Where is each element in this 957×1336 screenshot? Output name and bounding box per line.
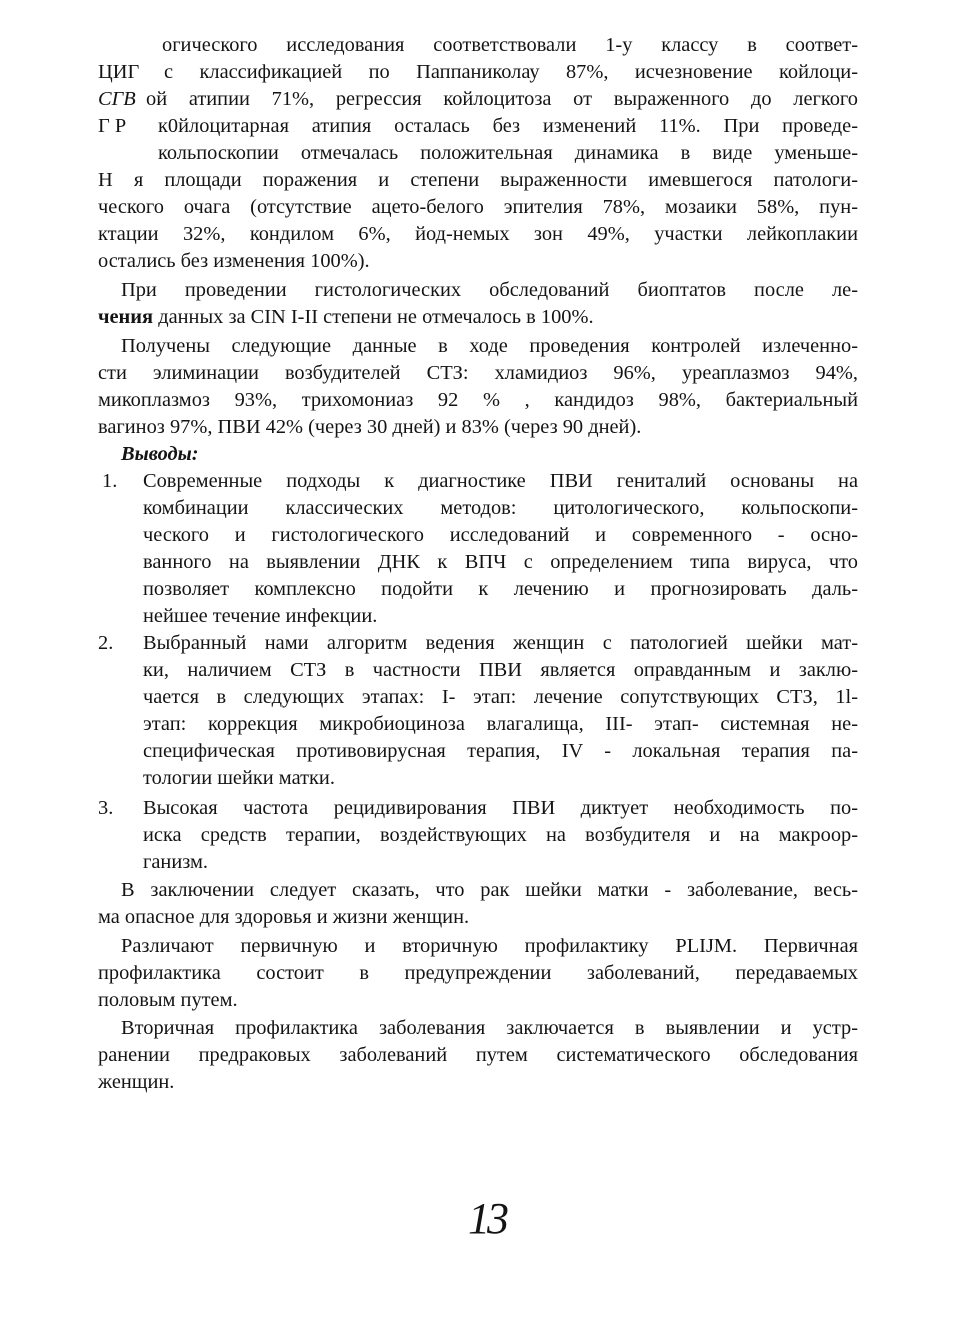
text-line: огического исследования соответствовали 1-у классу в соответ- — [162, 34, 858, 56]
margin-mark: Г Р — [98, 115, 127, 137]
text-line: половым путем. — [98, 989, 238, 1011]
text-line: тологии шейки матки. — [143, 767, 335, 789]
text-line: комбинации классических методов: цитологического, кольпоскопи- — [143, 497, 858, 519]
text-line: с классификацией по Паппаниколау 87%, исчезновение койлоци- — [164, 61, 858, 83]
text-line: ческого очага (отсутствие ацето-белого эпителия 78%, мозаики 58%, пун- — [98, 196, 858, 218]
text-line: Н я площади поражения и степени выраженности имевшегося патологи- — [98, 169, 858, 191]
text-line: чения данных за CIN I-II степени не отмечалось в 100%. — [98, 306, 594, 328]
text-line: остались без изменения 100%). — [98, 250, 370, 272]
text-line: Выбранный нами алгоритм ведения женщин с патологией шейки мат- — [143, 632, 858, 654]
text-line: Вторичная профилактика заболевания заключается в выявлении и устр- — [121, 1017, 858, 1039]
text-line: к0йлоцитарная атипия осталась без изменений 11%. При проведе- — [158, 115, 858, 137]
section-heading: Выводы: — [121, 443, 199, 465]
text-line: ма опасное для здоровья и жизни женщин. — [98, 906, 470, 928]
text-line: нейшее течение инфекции. — [143, 605, 378, 627]
page-number: 13 — [468, 1194, 506, 1243]
text-line: В заключении следует сказать, что рак шейки матки - заболевание, весь- — [121, 879, 858, 901]
text-line: сти элиминации возбудителей СТЗ: хламидиоз 96%, уреаплазмоз 94%, — [98, 362, 858, 384]
margin-mark: ЦИГ — [98, 61, 140, 83]
text-line: профилактика состоит в предупреждении заболеваний, передаваемых — [98, 962, 858, 984]
text-line: чается в следующих этапах: I- этап: лечение сопутствующих СТЗ, 1l- — [143, 686, 858, 708]
list-number: 3. — [98, 797, 114, 819]
text-line: микоплазмоз 93%, трихомониаз 92 % , кандидоз 98%, бактериальный — [98, 389, 858, 411]
text-line: специфическая противовирусная терапия, IV - локальная терапия па- — [143, 740, 858, 762]
text-line: ктации 32%, кондилом 6%, йод-немых зон 49%, участки лейкоплакии — [98, 223, 858, 245]
text-line: Различают первичную и вторичную профилактику PLIJM. Первичная — [121, 935, 858, 957]
margin-mark: СГВ — [98, 88, 136, 110]
text-line: ческого и гистологического исследований и современного - осно- — [143, 524, 858, 546]
text-line: позволяет комплексно подойти к лечению и прогнозировать даль- — [143, 578, 858, 600]
text-line: ки, наличием СТЗ в частности ПВИ является оправданным и заклю- — [143, 659, 858, 681]
text-line: При проведении гистологических обследований биоптатов после ле- — [121, 279, 858, 301]
text-line: ванного на выявлении ДНК к ВПЧ с определением типа вируса, что — [143, 551, 858, 573]
text-line: женщин. — [98, 1071, 175, 1093]
list-number: 2. — [98, 632, 114, 654]
text-line: кольпоскопии отмечалась положительная динамика в виде уменьше- — [158, 142, 858, 164]
text-line: ганизм. — [143, 851, 209, 873]
text-line: Высокая частота рецидивирования ПВИ диктует необходимость по- — [143, 797, 858, 819]
text-line: иска средств терапии, воздействующих на возбудителя и на макроор- — [143, 824, 858, 846]
text-line: ой атипии 71%, регрессия койлоцитоза от выраженного до легкого — [146, 88, 858, 110]
text-line: ранении предраковых заболеваний путем систематического обследования — [98, 1044, 858, 1066]
bold-word: чения — [98, 306, 154, 328]
text-line: этап: коррекция микробиоциноза влагалища, III- этап- системная не- — [143, 713, 858, 735]
text-line: Современные подходы к диагностике ПВИ гениталий основаны на — [143, 470, 858, 492]
text-line: Получены следующие данные в ходе проведения контролей излеченно- — [121, 335, 858, 357]
list-number: 1. — [102, 470, 118, 492]
text-line: вагиноз 97%, ПВИ 42% (через 30 дней) и 83% (через 90 дней). — [98, 416, 642, 438]
